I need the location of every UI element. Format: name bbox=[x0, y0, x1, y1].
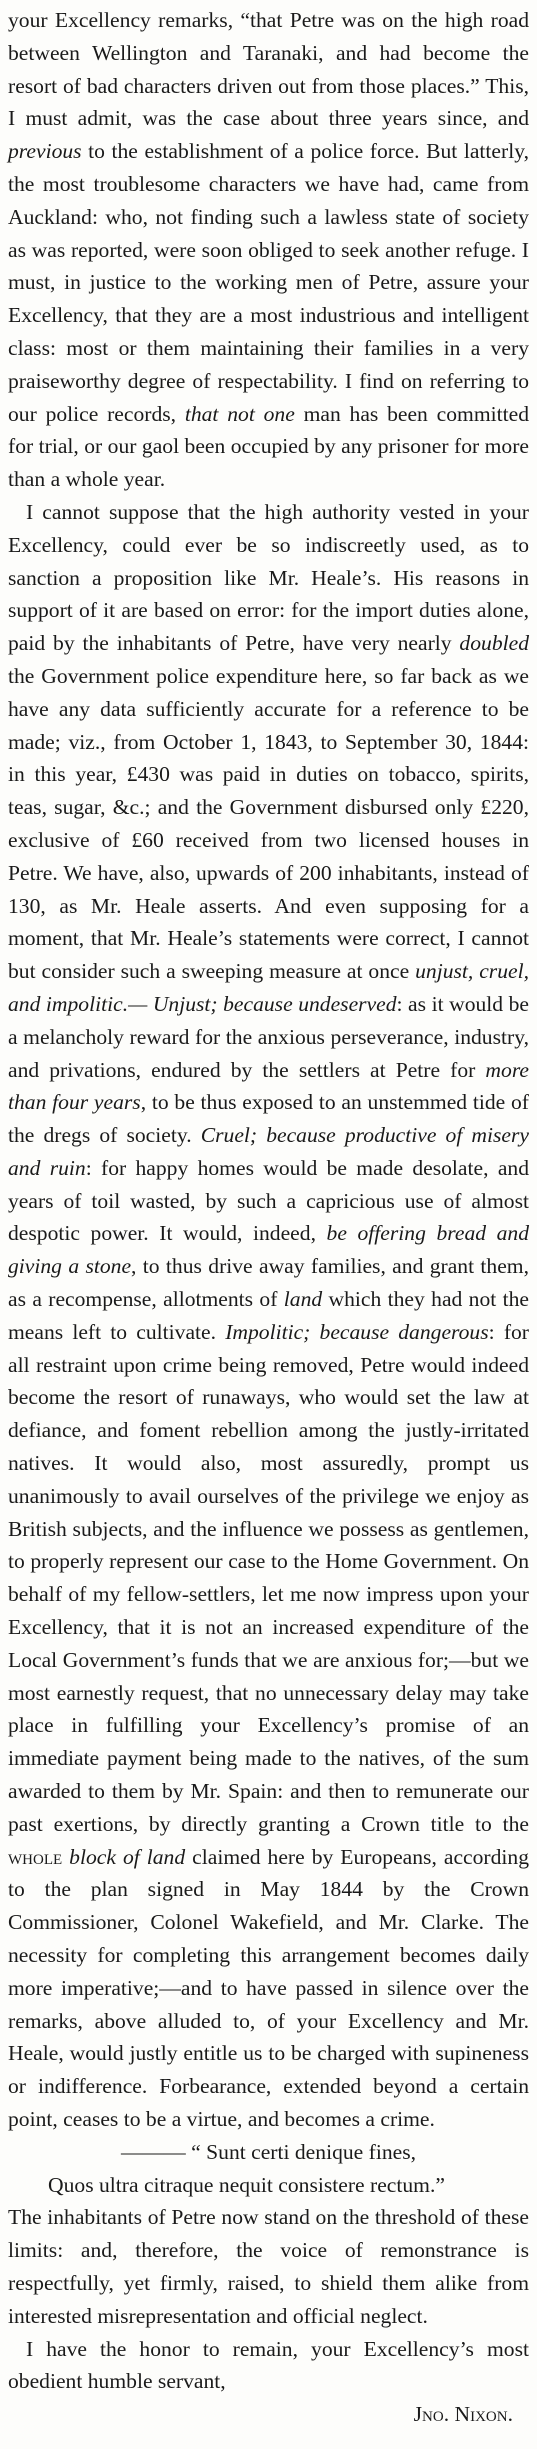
text-run: : as it would be a melancholy reward for the anxious perseverance, industry, and privations, endured by the settlers at Petre for bbox=[8, 991, 529, 1082]
letter-paragraph bbox=[8, 4, 529, 496]
text-run: I cannot suppose that the high authority vested in your Excellency, could ever be so indiscreetly used, as to sanction a proposition like Mr. Heale’s. His reasons in support of it are based on error: for the import duties alone, paid by the inhabitants of Petre, have very nearly bbox=[8, 499, 529, 656]
text-run: the Government police expenditure here, so far back as we have any data sufficiently accurate for a reference to be made; viz., from October 1, 1843, to September 30, 1844: in this year, £430 was paid in duties on tobacco, spirits, teas, sugar, &c.; and the Government disbursed only £220, exclusive of £60 received from two licensed houses in Petre. We have, also, upwards of 200 inhabitants, instead of 130, as Mr. Heale asserts. And even supposing for a moment, that Mr. Heale’s statements were correct, I cannot but consider such a sweeping measure at once bbox=[8, 663, 529, 984]
quote-line-2: Quos ultra citraque nequit consistere rectum.” bbox=[48, 2172, 445, 2197]
signature: Jno. Nixon. bbox=[413, 2402, 513, 2427]
italic-run: be offering bread and giving a stone bbox=[8, 1221, 530, 1279]
text-run: , to thus drive away families, and grant them, as a recompense, allotments of bbox=[8, 1254, 529, 1312]
text-run: : for all restraint upon crime being removed, Petre would indeed become the resort of runaways, who would set the law at defiance, and foment rebellion among the justly-irritated natives. It would also, most assuredly, prompt us unanimously to avail ourselves of the privilege we enjoy as British subjects, and the influence we possess as gentlemen, to properly represent our case to the Home Government. On behalf of my fellow-settlers, let me now impress upon your Excellency, that it is not an increased expenditure of the Local Government’s funds that we are anxious for;—but we most earnestly request, that no unnecessary delay may take place in fulfilling your Excellency’s promise of an immediate payment being made to the natives, of the sum awarded to them by Mr. Spain: and then to remunerate our past exertions, by directly granting a Crown title to the bbox=[8, 1319, 529, 1836]
text-run: claimed here by Europeans, according to the plan signed in May 1844 by the Crown Commissioner, Colonel Wakefield, and Mr. Clarke. The necessity for completing this arrangement becomes daily more imperative;—and to have passed in silence over the remarks, above alluded to, of your Excellency and Mr. Heale, would justly entitle us to be charged with supineness or indifference. Forbearance, extended beyond a certain point, ceases to be a virtue, and becomes a crime. bbox=[8, 1844, 529, 2131]
text-run: to the establishment of a police force. But latterly, the most troublesome characters we have had, came from Auckland: who, not finding such a lawless state of society as was reported, were soon obliged to seek another refuge. I must, in justice to the working men of Petre, assure your Excellency, that they are a most industrious and intelligent class: most or them maintaining their families in a very praiseworthy degree of respectability. I find on referring to our police records, bbox=[8, 139, 529, 426]
quote-line-1: ——— “ Sunt certi denique fines, bbox=[120, 2139, 417, 2164]
letter-paragraph bbox=[8, 496, 529, 2136]
latin-quotation bbox=[8, 2136, 529, 2202]
text-run: which they had not the means left to cultivate. bbox=[8, 1287, 530, 1344]
italic-run: land bbox=[283, 1287, 323, 1312]
italic-run: more than four years bbox=[8, 1057, 529, 1115]
italic-run: doubled bbox=[459, 631, 529, 656]
letter-body bbox=[8, 4, 529, 2136]
italic-run: previous bbox=[8, 139, 82, 164]
italic-run: unjust, cruel, and impolitic.— Unjust; because undeserved bbox=[8, 959, 529, 1016]
text-run: : for happy homes would be made desolate, and years of toil wasted, by such a capricious use of almost despotic power. It would, indeed, bbox=[8, 1155, 529, 1246]
italic-run: that not one bbox=[184, 401, 295, 426]
paragraph-after-quote: The inhabitants of Petre now stand on the threshold of these limits: and, therefore, the voice of remonstrance is respectfully, yet firmly, raised, to shield them alike from interested misrepresentation and official neglect. bbox=[8, 2205, 529, 2328]
italic-run: Cruel; because productive of misery and ruin bbox=[8, 1123, 529, 1180]
italic-run: Impolitic; because dangerous bbox=[225, 1319, 489, 1344]
text-run: your Excellency remarks, “that Petre was on the high road between Wellington and Taranaki, and had become the resort of bad characters driven out from those places.” This, I must admit, was the case about three years since, and bbox=[8, 8, 529, 131]
closing-salutation: I have the honor to remain, your Excellency’s most obedient humble servant, bbox=[8, 2336, 529, 2394]
text-run: , to be thus exposed to an unstemmed tide of the dregs of society. bbox=[8, 1090, 529, 1148]
small-caps-run: whole bbox=[8, 1844, 63, 1869]
text-run: man has been committed for trial, or our gaol been occupied by any prisoner for more than a whole year. bbox=[8, 401, 529, 492]
italic-run: block of land bbox=[69, 1844, 186, 1869]
